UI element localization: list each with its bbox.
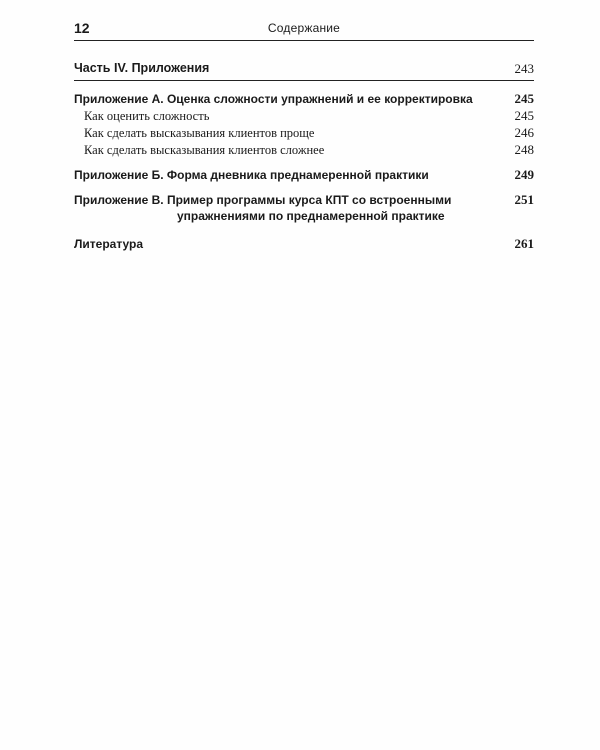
- toc-subentry-page: 245: [514, 108, 534, 123]
- toc-part-title: Часть IV. Приложения: [74, 61, 210, 75]
- toc-subentry-title: Как сделать высказывания клиентов проще: [84, 126, 315, 140]
- toc-subentry-title: Как сделать высказывания клиентов сложнее: [84, 143, 325, 157]
- toc-entry-page: 261: [514, 236, 534, 251]
- running-head: Содержание: [267, 21, 341, 35]
- toc-part-page: 243: [514, 61, 534, 76]
- toc-entry-title: Приложение А. Оценка сложности упражнений и ее корректировка: [74, 92, 473, 106]
- toc-entry-title: [74, 192, 451, 224]
- toc-entry-title-line1: Приложение В. Пример программы курса КПТ со встроенными: [74, 193, 452, 207]
- toc-entry-appendix-v: [74, 192, 534, 226]
- page-header: [74, 18, 534, 41]
- toc-subentry: [74, 125, 534, 142]
- toc-entry-page: 245: [514, 91, 534, 106]
- toc-entry-literature: [74, 236, 534, 253]
- toc-entry-title: Литература: [74, 237, 144, 251]
- toc-subentry-page: 246: [514, 125, 534, 140]
- toc-subentry: [74, 108, 534, 125]
- toc-part-heading: [74, 58, 534, 81]
- toc-entry-appendix-b: [74, 167, 534, 184]
- table-of-contents: [74, 58, 534, 253]
- toc-entry-page: 251: [514, 192, 534, 207]
- toc-entry-title: Приложение Б. Форма дневника преднамеренной практики: [74, 168, 429, 182]
- toc-subentry-page: 248: [514, 142, 534, 157]
- toc-subentry: [74, 142, 534, 159]
- toc-entry-appendix-a: [74, 91, 534, 108]
- toc-subentry-title: Как оценить сложность: [84, 109, 210, 123]
- page-number: 12: [74, 20, 90, 36]
- toc-entry-title-line2: упражнениями по преднамеренной практике: [177, 209, 445, 223]
- toc-entry-page: 249: [514, 167, 534, 182]
